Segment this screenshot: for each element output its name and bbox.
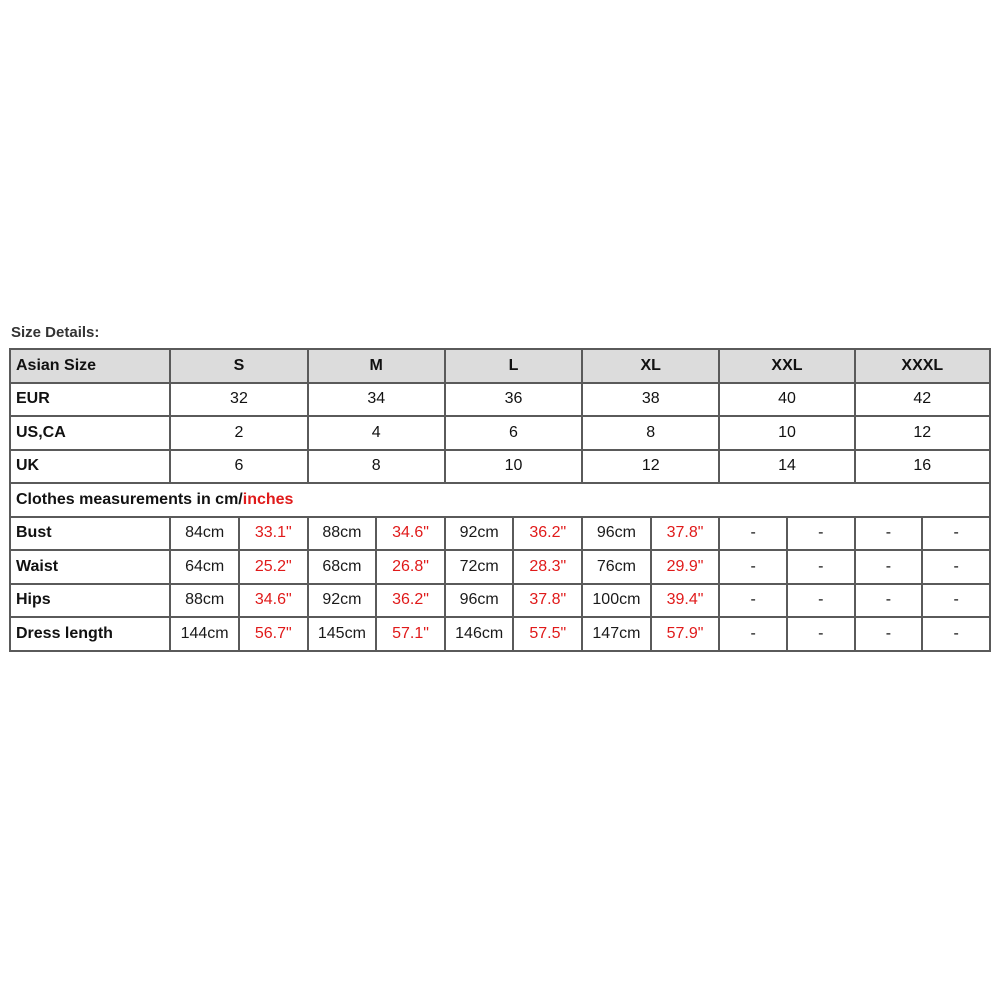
cm-value-cell: 92cm [308, 584, 377, 618]
table-cell: 2 [170, 416, 307, 450]
size-header-cell: XXL [719, 349, 854, 383]
cm-value-cell: 144cm [170, 617, 239, 651]
inch-value-cell: 57.5" [513, 617, 582, 651]
size-table [9, 348, 991, 652]
cm-value-cell: 68cm [308, 550, 377, 584]
table-cell: 6 [170, 450, 307, 484]
table-cell: 8 [582, 416, 719, 450]
cm-value-cell: 145cm [308, 617, 377, 651]
cm-value-cell: 72cm [445, 550, 514, 584]
row-label: Hips [10, 584, 170, 618]
cm-value-cell: 147cm [582, 617, 651, 651]
empty-value-cell: - [719, 584, 787, 618]
inch-value-cell: 34.6" [376, 517, 445, 551]
cm-value-cell: 88cm [308, 517, 377, 551]
empty-value-cell: - [855, 584, 923, 618]
empty-value-cell: - [855, 550, 923, 584]
measurements-heading-row [10, 483, 990, 517]
conversion-row [10, 383, 990, 417]
inch-value-cell: 28.3" [513, 550, 582, 584]
table-cell: 14 [719, 450, 854, 484]
inch-value-cell: 29.9" [651, 550, 720, 584]
inch-value-cell: 56.7" [239, 617, 308, 651]
empty-value-cell: - [922, 584, 990, 618]
table-cell: 10 [719, 416, 854, 450]
empty-value-cell: - [719, 617, 787, 651]
size-header-cell: S [170, 349, 307, 383]
measurements-body [10, 517, 990, 651]
row-label: Dress length [10, 617, 170, 651]
cm-value-cell: 84cm [170, 517, 239, 551]
header-label: Asian Size [10, 349, 170, 383]
row-label: US,CA [10, 416, 170, 450]
cm-value-cell: 96cm [445, 584, 514, 618]
measurement-row [10, 584, 990, 618]
inch-value-cell: 36.2" [376, 584, 445, 618]
empty-value-cell: - [855, 617, 923, 651]
size-header-cell: M [308, 349, 445, 383]
size-header-cell: XL [582, 349, 719, 383]
inch-value-cell: 57.9" [651, 617, 720, 651]
row-label: UK [10, 450, 170, 484]
empty-value-cell: - [922, 617, 990, 651]
measurements-heading [10, 483, 990, 517]
cm-value-cell: 88cm [170, 584, 239, 618]
empty-value-cell: - [855, 517, 923, 551]
table-cell: 8 [308, 450, 445, 484]
empty-value-cell: - [787, 584, 855, 618]
row-label: Waist [10, 550, 170, 584]
size-header-row [10, 349, 990, 383]
table-cell: 42 [855, 383, 990, 417]
cm-value-cell: 100cm [582, 584, 651, 618]
table-cell: 10 [445, 450, 582, 484]
inch-value-cell: 37.8" [651, 517, 720, 551]
inch-value-cell: 26.8" [376, 550, 445, 584]
inch-value-cell: 37.8" [513, 584, 582, 618]
cm-value-cell: 146cm [445, 617, 514, 651]
inch-value-cell: 25.2" [239, 550, 308, 584]
inch-value-cell: 39.4" [651, 584, 720, 618]
table-cell: 12 [582, 450, 719, 484]
table-cell: 6 [445, 416, 582, 450]
size-header-cell: XXXL [855, 349, 990, 383]
cm-value-cell: 96cm [582, 517, 651, 551]
page-title: Size Details: [11, 324, 100, 341]
cm-value-cell: 92cm [445, 517, 514, 551]
table-cell: 34 [308, 383, 445, 417]
inch-value-cell: 57.1" [376, 617, 445, 651]
inch-value-cell: 36.2" [513, 517, 582, 551]
table-cell: 32 [170, 383, 307, 417]
table-cell: 38 [582, 383, 719, 417]
table-cell: 12 [855, 416, 990, 450]
table-cell: 4 [308, 416, 445, 450]
inch-value-cell: 34.6" [239, 584, 308, 618]
empty-value-cell: - [787, 517, 855, 551]
table-cell: 36 [445, 383, 582, 417]
empty-value-cell: - [922, 550, 990, 584]
row-label: Bust [10, 517, 170, 551]
row-label: EUR [10, 383, 170, 417]
measurement-row [10, 550, 990, 584]
table-cell: 16 [855, 450, 990, 484]
empty-value-cell: - [787, 550, 855, 584]
empty-value-cell: - [922, 517, 990, 551]
table-cell: 40 [719, 383, 854, 417]
cm-value-cell: 64cm [170, 550, 239, 584]
conversion-row [10, 450, 990, 484]
empty-value-cell: - [719, 517, 787, 551]
measurements-heading-inches: inches [242, 490, 294, 508]
cm-value-cell: 76cm [582, 550, 651, 584]
inch-value-cell: 33.1" [239, 517, 308, 551]
measurements-heading-prefix: Clothes measurements in cm/ [16, 490, 243, 508]
empty-value-cell: - [787, 617, 855, 651]
measurement-row [10, 617, 990, 651]
measurement-row [10, 517, 990, 551]
size-header-cell: L [445, 349, 582, 383]
conversion-row [10, 416, 990, 450]
empty-value-cell: - [719, 550, 787, 584]
